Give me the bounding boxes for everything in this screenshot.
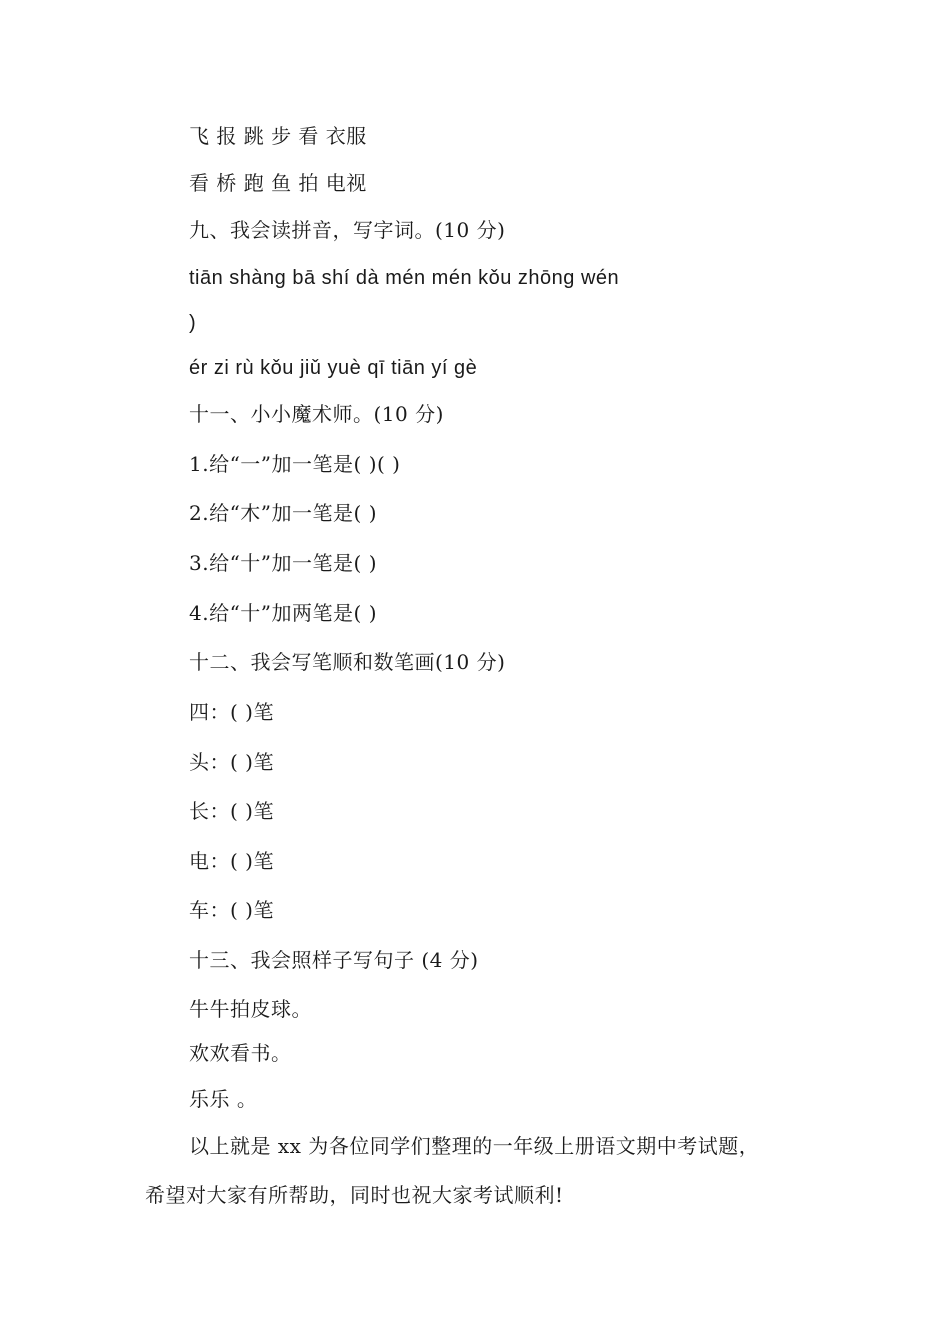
question-item-1: 1.给“一”加一笔是( )( )	[189, 452, 401, 476]
sentence-example-1: 牛牛拍皮球。	[189, 997, 312, 1021]
section-heading-thirteen: 十三、我会照样子写句子 (4 分)	[189, 948, 479, 972]
section-heading-twelve: 十二、我会写笔顺和数笔画(10 分)	[189, 650, 506, 674]
stroke-item-che: 车：( )笔	[189, 898, 274, 922]
text-line-char-list-1: 飞 报 跳 步 看 衣服	[189, 124, 367, 148]
stroke-item-si: 四：( )笔	[189, 700, 274, 724]
stroke-item-dian: 电：( )笔	[189, 849, 274, 873]
pinyin-line-1: tiān shàng bā shí dà mén mén kǒu zhōng wén	[189, 267, 620, 289]
sentence-blank: 乐乐 。	[189, 1087, 258, 1111]
sentence-example-2: 欢欢看书。	[189, 1041, 292, 1065]
question-item-3: 3.给“十”加一笔是( )	[189, 551, 377, 575]
question-item-4: 4.给“十”加两笔是( )	[189, 601, 377, 625]
question-item-2: 2.给“木”加一笔是( )	[189, 501, 377, 525]
section-heading-nine: 九、我会读拼音，写字词。(10 分)	[189, 218, 506, 242]
text-line-paren: )	[189, 312, 197, 334]
text-line-char-list-2: 看 桥 跑 鱼 拍 电视	[189, 171, 367, 195]
pinyin-line-2: ér zi rù kǒu jiǔ yuè qī tiān yí gè	[189, 357, 478, 379]
stroke-item-tou: 头：( )笔	[189, 750, 274, 774]
closing-paragraph-line-1: 以上就是 xx 为各位同学们整理的一年级上册语文期中考试题，	[189, 1134, 760, 1158]
section-heading-eleven: 十一、小小魔术师。(10 分)	[189, 402, 444, 426]
closing-paragraph-line-2: 希望对大家有所帮助，同时也祝大家考试顺利!	[145, 1183, 564, 1207]
stroke-item-chang: 长：( )笔	[189, 799, 274, 823]
